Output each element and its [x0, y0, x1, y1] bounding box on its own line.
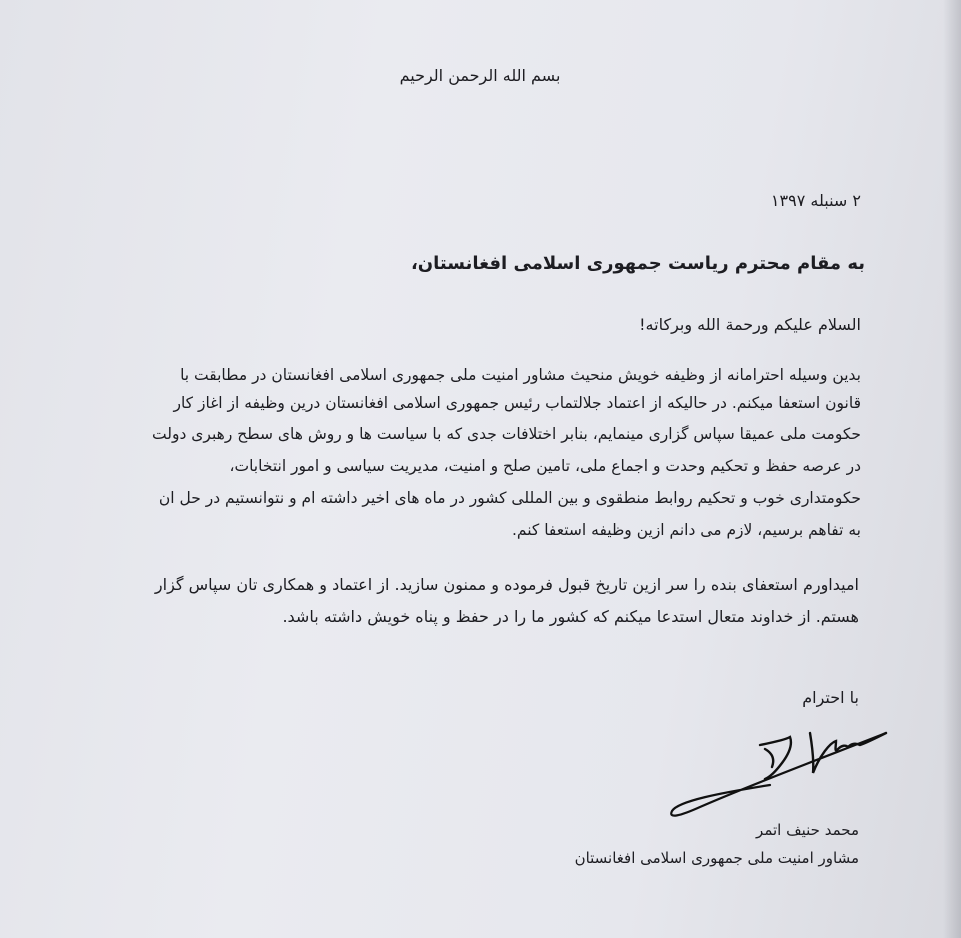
body-line-3: حکومت ملی عمیقا سپاس گزاری مینمایم، بنابر اختلافات جدی که با سیاست ها و روش های سطح رهبری دولت — [152, 425, 861, 443]
bismillah-heading: بسم الله الرحمن الرحیم — [399, 66, 561, 85]
letter-date: ۲ سنبله ۱۳۹۷ — [770, 191, 861, 210]
signer-title: مشاور امنیت ملی جمهوری اسلامی افغانستان — [574, 849, 859, 867]
letter-addressee: به مقام محترم ریاست جمهوری اسلامی افغانستان، — [410, 253, 865, 274]
body-line-1: بدین وسیله احترامانه از وظیفه خویش منحیث مشاور امنیت ملی جمهوری اسلامی افغانستان در مطابقت با — [180, 366, 861, 384]
closing-line-1: امیداورم استعفای بنده را سر ازین تاریخ قبول فرموده و ممنون سازید. از اعتماد و همکاری تان سپاس گزار — [154, 575, 859, 594]
letter-regards: با احترام — [802, 688, 859, 707]
closing-line-2: هستم. از خداوند متعال استدعا میکنم که کشور ما را در حفظ و پناه خویش داشته باشد. — [282, 607, 859, 626]
body-line-6: به تفاهم برسیم، لازم می دانم ازین وظیفه استعفا کنم. — [511, 521, 861, 539]
body-line-4: در عرصه حفظ و تحکیم وحدت و اجماع ملی، تامین صلح و امنیت، مدیریت سیاسی و امور انتخابات، — [229, 457, 861, 475]
handwritten-signature — [660, 715, 890, 825]
body-line-5: حکومتداری خوب و تحکیم روابط منطقوی و بین المللی کشور در ماه های اخیر داشته ام و نتوانستیم در حل ان — [158, 489, 861, 507]
signer-name: محمد حنیف اتمر — [756, 821, 859, 839]
body-line-2: قانون استعفا میکنم. در حالیکه از اعتماد جلالتماب رئیس جمهوری اسلامی افغانستان درین وظیفه از اغاز کار — [173, 394, 861, 412]
letter-greeting: السلام علیکم ورحمة الله وبرکاته! — [639, 315, 861, 334]
